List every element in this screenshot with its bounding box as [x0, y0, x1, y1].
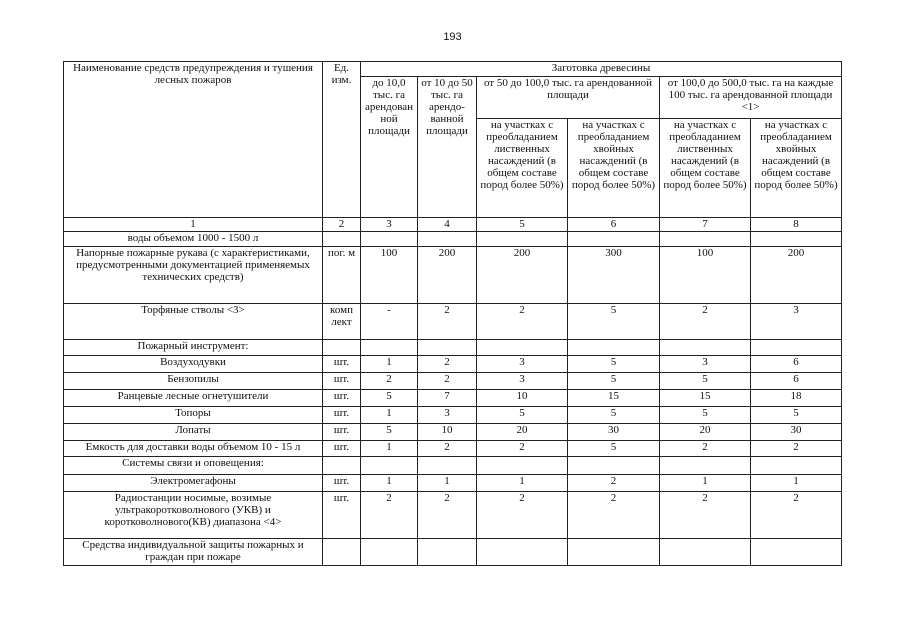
row-value-col8	[751, 539, 842, 566]
col-number: 1	[64, 218, 323, 232]
row-value-col5: 2	[477, 441, 568, 457]
row-value-col7: 20	[660, 424, 751, 441]
table-row	[64, 424, 842, 441]
row-value-col7: 100	[660, 247, 751, 304]
row-name: Топоры	[64, 407, 323, 424]
table-row	[64, 407, 842, 424]
row-value-col6: 5	[568, 304, 660, 340]
row-value-col4: 7	[418, 390, 477, 407]
row-value-col4: 10	[418, 424, 477, 441]
row-value-col3: 2	[361, 373, 418, 390]
row-value-col5: 1	[477, 475, 568, 492]
table-row	[64, 457, 842, 475]
row-name: воды объемом 1000 - 1500 л	[64, 232, 323, 247]
row-unit	[323, 232, 361, 247]
row-value-col7	[660, 340, 751, 356]
row-value-col5	[477, 340, 568, 356]
table-row	[64, 539, 842, 566]
row-value-col8	[751, 457, 842, 475]
row-name: Воздуходувки	[64, 356, 323, 373]
row-value-col8: 6	[751, 356, 842, 373]
table-row	[64, 475, 842, 492]
table-row	[64, 492, 842, 539]
column-number-row	[64, 218, 842, 232]
row-value-col4: 1	[418, 475, 477, 492]
row-unit: шт.	[323, 424, 361, 441]
row-value-col6	[568, 340, 660, 356]
row-value-col6	[568, 539, 660, 566]
row-value-col6: 30	[568, 424, 660, 441]
row-value-col5	[477, 457, 568, 475]
row-value-col6: 15	[568, 390, 660, 407]
row-value-col4: 200	[418, 247, 477, 304]
row-unit: шт.	[323, 475, 361, 492]
row-value-col6: 5	[568, 373, 660, 390]
row-unit: шт.	[323, 407, 361, 424]
row-value-col6: 2	[568, 492, 660, 539]
col-number: 3	[361, 218, 418, 232]
col-number: 2	[323, 218, 361, 232]
row-value-col4: 2	[418, 441, 477, 457]
row-value-col5: 2	[477, 304, 568, 340]
row-unit: шт.	[323, 441, 361, 457]
table-row	[64, 373, 842, 390]
row-value-col5: 10	[477, 390, 568, 407]
col-number: 7	[660, 218, 751, 232]
table-row	[64, 390, 842, 407]
row-value-col8	[751, 232, 842, 247]
row-value-col3	[361, 457, 418, 475]
row-value-col4: 3	[418, 407, 477, 424]
row-name: Торфяные стволы <3>	[64, 304, 323, 340]
row-name: Напорные пожарные рукава (с характеристиками, предусмотренными документацией применяемых технических средств)	[64, 247, 323, 304]
row-name: Емкость для доставки воды объемом 10 - 15 л	[64, 441, 323, 457]
row-value-col3	[361, 340, 418, 356]
row-value-col8: 2	[751, 492, 842, 539]
table-row	[64, 356, 842, 373]
header-col3: до 10,0 тыс. га арендован ной площади	[361, 77, 418, 218]
row-value-col6: 5	[568, 407, 660, 424]
row-value-col4	[418, 457, 477, 475]
row-value-col5: 5	[477, 407, 568, 424]
row-value-col3: -	[361, 304, 418, 340]
row-value-col5: 2	[477, 492, 568, 539]
header-sub-coniferous-2: на участках с преобладанием хвойных насаждений (в общем составе пород более 50%)	[751, 119, 842, 218]
row-unit: шт.	[323, 356, 361, 373]
table-row	[64, 304, 842, 340]
row-value-col3: 1	[361, 356, 418, 373]
row-unit: шт.	[323, 390, 361, 407]
row-unit	[323, 340, 361, 356]
row-value-col6: 300	[568, 247, 660, 304]
row-value-col4: 2	[418, 304, 477, 340]
row-unit: шт.	[323, 373, 361, 390]
row-name: Электромегафоны	[64, 475, 323, 492]
fire-equipment-table	[63, 61, 842, 566]
row-value-col7: 2	[660, 304, 751, 340]
row-name: Радиостанции носимые, возимые ультракоротковолнового (УКВ) и коротковолнового(КВ) диапазона <4>	[64, 492, 323, 539]
row-value-col4: 2	[418, 356, 477, 373]
row-value-col7: 15	[660, 390, 751, 407]
row-value-col6: 5	[568, 356, 660, 373]
header-unit: Ед. изм.	[323, 62, 361, 218]
row-value-col8: 6	[751, 373, 842, 390]
row-unit	[323, 457, 361, 475]
row-name: Пожарный инструмент:	[64, 340, 323, 356]
row-value-col5: 3	[477, 373, 568, 390]
row-unit: пог. м	[323, 247, 361, 304]
row-value-col6: 5	[568, 441, 660, 457]
row-value-col5: 20	[477, 424, 568, 441]
row-unit: шт.	[323, 492, 361, 539]
table-row	[64, 441, 842, 457]
row-value-col5	[477, 232, 568, 247]
row-value-col6	[568, 457, 660, 475]
header-sub-coniferous-1: на участках с преобладанием хвойных насаждений (в общем составе пород более 50%)	[568, 119, 660, 218]
row-value-col7: 3	[660, 356, 751, 373]
row-value-col3: 100	[361, 247, 418, 304]
row-value-col4: 2	[418, 492, 477, 539]
page-number: 193	[443, 31, 462, 43]
row-value-col7: 2	[660, 441, 751, 457]
row-value-col5	[477, 539, 568, 566]
table-row	[64, 247, 842, 304]
row-value-col7: 5	[660, 373, 751, 390]
row-value-col4	[418, 340, 477, 356]
row-value-col7: 5	[660, 407, 751, 424]
row-value-col8: 200	[751, 247, 842, 304]
row-name: Ранцевые лесные огнетушители	[64, 390, 323, 407]
header-sub-deciduous-2: на участках с преобладанием лиственных насаждений (в общем составе пород более 50%)	[660, 119, 751, 218]
row-value-col7	[660, 539, 751, 566]
row-value-col8: 3	[751, 304, 842, 340]
row-value-col3: 5	[361, 390, 418, 407]
row-value-col8: 5	[751, 407, 842, 424]
col-number: 6	[568, 218, 660, 232]
row-value-col4	[418, 232, 477, 247]
row-value-col3: 2	[361, 492, 418, 539]
row-unit: комп лект	[323, 304, 361, 340]
row-value-col7	[660, 457, 751, 475]
row-value-col5: 200	[477, 247, 568, 304]
row-name: Бензопилы	[64, 373, 323, 390]
header-group-100-500: от 100,0 до 500,0 тыс. га на каждые 100 тыс. га арендованной площади <1>	[660, 77, 842, 119]
row-value-col7: 1	[660, 475, 751, 492]
row-value-col8: 1	[751, 475, 842, 492]
header-sub-deciduous-1: на участках с преобладанием лиственных насаждений (в общем составе пород более 50%)	[477, 119, 568, 218]
row-value-col5: 3	[477, 356, 568, 373]
row-value-col3: 1	[361, 407, 418, 424]
table-row	[64, 232, 842, 247]
row-value-col6: 2	[568, 475, 660, 492]
row-value-col3	[361, 539, 418, 566]
row-value-col6	[568, 232, 660, 247]
row-name: Системы связи и оповещения:	[64, 457, 323, 475]
row-unit	[323, 539, 361, 566]
header-name: Наименование средств предупреждения и тушения лесных пожаров	[64, 62, 323, 218]
row-value-col7: 2	[660, 492, 751, 539]
row-value-col8: 18	[751, 390, 842, 407]
col-number: 5	[477, 218, 568, 232]
row-value-col3	[361, 232, 418, 247]
row-value-col8	[751, 340, 842, 356]
row-value-col8: 30	[751, 424, 842, 441]
row-name: Средства индивидуальной защиты пожарных и граждан при пожаре	[64, 539, 323, 566]
row-value-col8: 2	[751, 441, 842, 457]
row-name: Лопаты	[64, 424, 323, 441]
row-value-col4: 2	[418, 373, 477, 390]
col-number: 4	[418, 218, 477, 232]
row-value-col4	[418, 539, 477, 566]
row-value-col7	[660, 232, 751, 247]
row-value-col3: 1	[361, 441, 418, 457]
table-row	[64, 340, 842, 356]
header-group-50-100: от 50 до 100,0 тыс. га арендованной площади	[477, 77, 660, 119]
col-number: 8	[751, 218, 842, 232]
header-group-title: Заготовка древесины	[361, 62, 842, 77]
row-value-col3: 5	[361, 424, 418, 441]
header-col4: от 10 до 50 тыс. га арендо- ванной площади	[418, 77, 477, 218]
row-value-col3: 1	[361, 475, 418, 492]
